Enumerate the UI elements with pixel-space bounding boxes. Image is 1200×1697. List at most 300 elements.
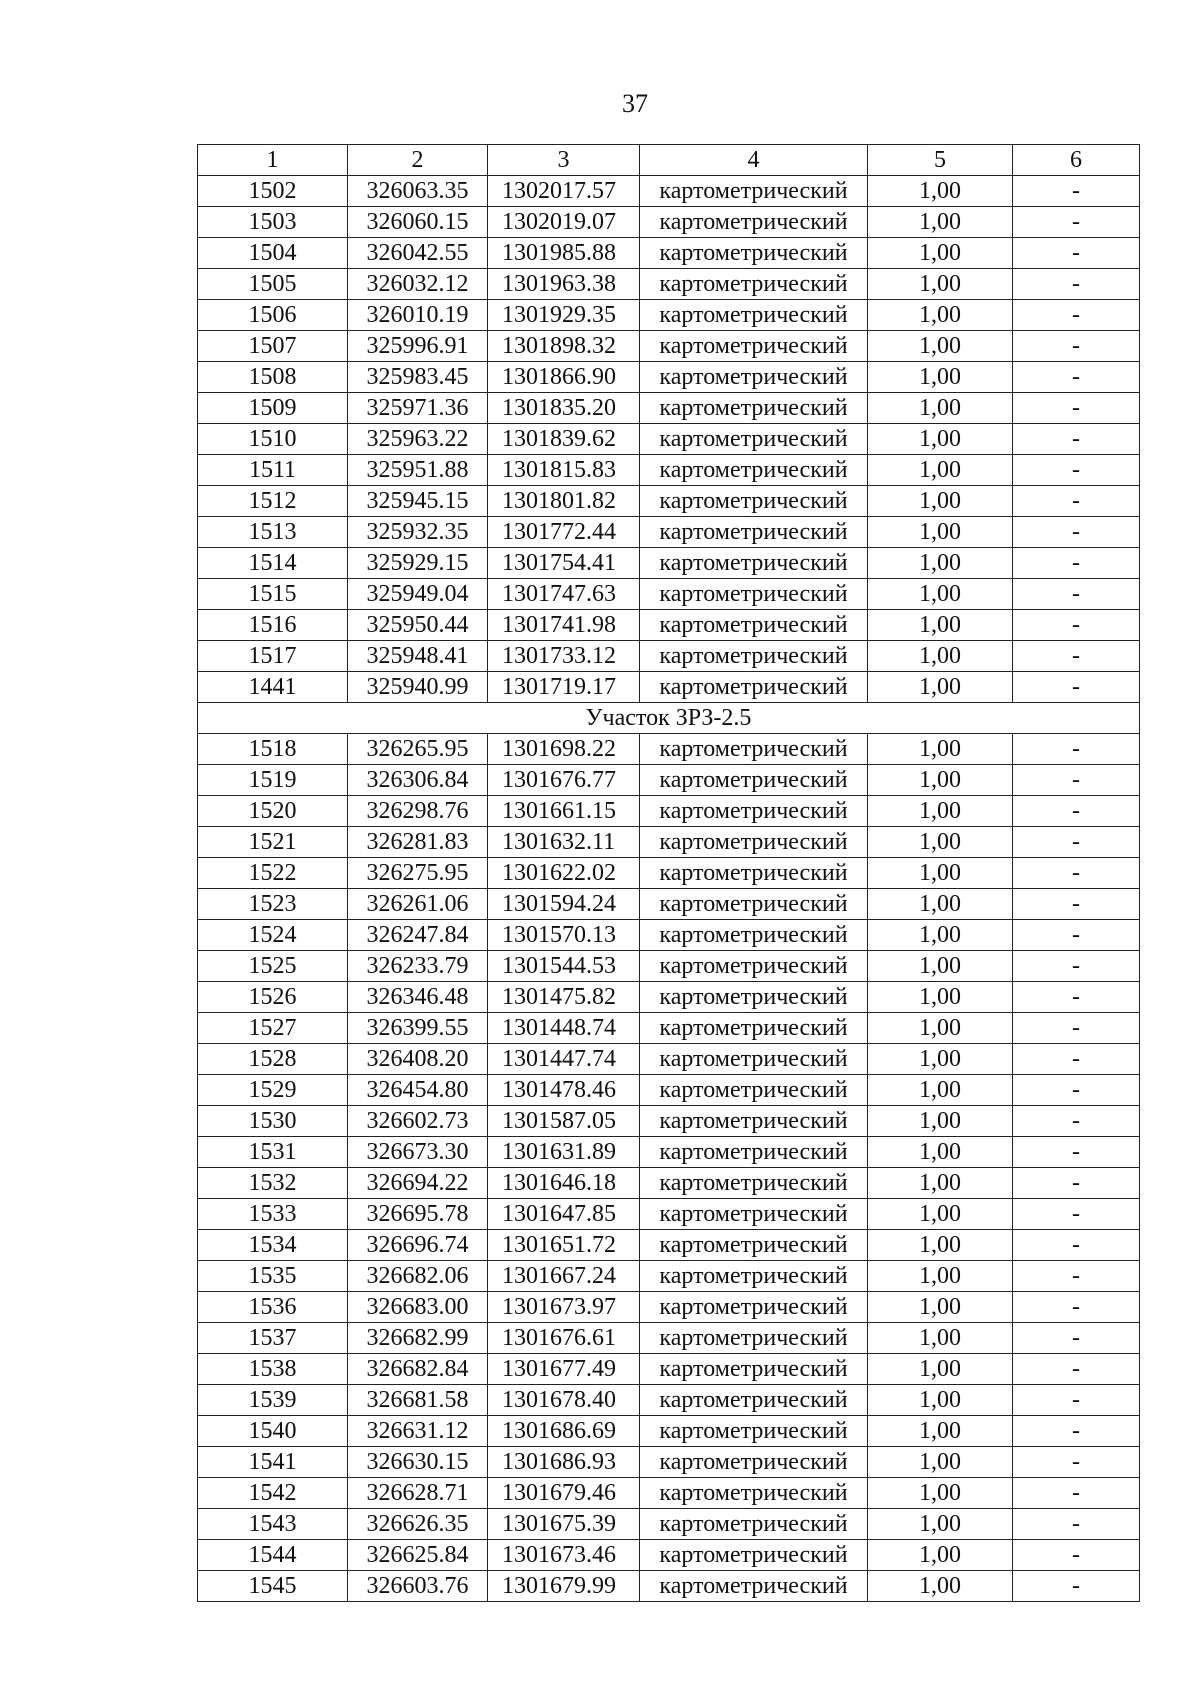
- table-row: [198, 920, 1140, 951]
- x-coordinate-cell: 325963.22: [348, 424, 488, 455]
- point-number-cell: 1529: [198, 1075, 348, 1106]
- accuracy-cell: 1,00: [868, 517, 1013, 548]
- x-coordinate-cell: 326626.35: [348, 1509, 488, 1540]
- x-coordinate-cell: 326265.95: [348, 734, 488, 765]
- table-row: [198, 1354, 1140, 1385]
- note-cell: -: [1013, 1106, 1140, 1137]
- method-cell: картометрический: [640, 1509, 868, 1540]
- accuracy-cell: 1,00: [868, 1416, 1013, 1447]
- x-coordinate-cell: 325940.99: [348, 672, 488, 703]
- method-cell: картометрический: [640, 1416, 868, 1447]
- y-coordinate-cell: 1301676.77: [488, 765, 640, 796]
- table-row: [198, 1292, 1140, 1323]
- note-cell: -: [1013, 393, 1140, 424]
- table-row: [198, 579, 1140, 610]
- method-cell: картометрический: [640, 207, 868, 238]
- point-number-cell: 1520: [198, 796, 348, 827]
- accuracy-cell: 1,00: [868, 424, 1013, 455]
- table-row: [198, 1323, 1140, 1354]
- point-number-cell: 1541: [198, 1447, 348, 1478]
- note-cell: -: [1013, 920, 1140, 951]
- point-number-cell: 1518: [198, 734, 348, 765]
- x-coordinate-cell: 325983.45: [348, 362, 488, 393]
- y-coordinate-cell: 1301475.82: [488, 982, 640, 1013]
- table-row: [198, 1478, 1140, 1509]
- note-cell: -: [1013, 331, 1140, 362]
- table-row: [198, 641, 1140, 672]
- method-cell: картометрический: [640, 982, 868, 1013]
- y-coordinate-cell: 1301835.20: [488, 393, 640, 424]
- note-cell: -: [1013, 238, 1140, 269]
- table-row: [198, 331, 1140, 362]
- accuracy-cell: 1,00: [868, 486, 1013, 517]
- note-cell: -: [1013, 796, 1140, 827]
- point-number-cell: 1512: [198, 486, 348, 517]
- point-number-cell: 1539: [198, 1385, 348, 1416]
- point-number-cell: 1516: [198, 610, 348, 641]
- table-row: [198, 1261, 1140, 1292]
- method-cell: картометрический: [640, 424, 868, 455]
- x-coordinate-cell: 326233.79: [348, 951, 488, 982]
- note-cell: -: [1013, 765, 1140, 796]
- point-number-cell: 1515: [198, 579, 348, 610]
- method-cell: картометрический: [640, 486, 868, 517]
- x-coordinate-cell: 326682.84: [348, 1354, 488, 1385]
- point-number-cell: 1533: [198, 1199, 348, 1230]
- table-row: [198, 1044, 1140, 1075]
- method-cell: картометрический: [640, 734, 868, 765]
- note-cell: -: [1013, 1199, 1140, 1230]
- y-coordinate-cell: 1301646.18: [488, 1168, 640, 1199]
- x-coordinate-cell: 325951.88: [348, 455, 488, 486]
- table-row: [198, 1540, 1140, 1571]
- method-cell: картометрический: [640, 1199, 868, 1230]
- y-coordinate-cell: 1301679.99: [488, 1571, 640, 1602]
- method-cell: картометрический: [640, 1106, 868, 1137]
- method-cell: картометрический: [640, 1354, 868, 1385]
- point-number-cell: 1508: [198, 362, 348, 393]
- accuracy-cell: 1,00: [868, 1013, 1013, 1044]
- note-cell: -: [1013, 579, 1140, 610]
- column-header: 5: [868, 145, 1013, 176]
- point-number-cell: 1504: [198, 238, 348, 269]
- accuracy-cell: 1,00: [868, 796, 1013, 827]
- y-coordinate-cell: 1301673.46: [488, 1540, 640, 1571]
- y-coordinate-cell: 1301587.05: [488, 1106, 640, 1137]
- method-cell: картометрический: [640, 796, 868, 827]
- note-cell: -: [1013, 889, 1140, 920]
- y-coordinate-cell: 1301673.97: [488, 1292, 640, 1323]
- note-cell: -: [1013, 982, 1140, 1013]
- x-coordinate-cell: 325948.41: [348, 641, 488, 672]
- x-coordinate-cell: 326399.55: [348, 1013, 488, 1044]
- accuracy-cell: 1,00: [868, 455, 1013, 486]
- table-row: [198, 517, 1140, 548]
- note-cell: -: [1013, 858, 1140, 889]
- point-number-cell: 1543: [198, 1509, 348, 1540]
- point-number-cell: 1517: [198, 641, 348, 672]
- method-cell: картометрический: [640, 641, 868, 672]
- point-number-cell: 1441: [198, 672, 348, 703]
- y-coordinate-cell: 1301651.72: [488, 1230, 640, 1261]
- y-coordinate-cell: 1302017.57: [488, 176, 640, 207]
- note-cell: -: [1013, 300, 1140, 331]
- method-cell: картометрический: [640, 579, 868, 610]
- point-number-cell: 1542: [198, 1478, 348, 1509]
- point-number-cell: 1531: [198, 1137, 348, 1168]
- point-number-cell: 1537: [198, 1323, 348, 1354]
- table-row: [198, 238, 1140, 269]
- note-cell: -: [1013, 641, 1140, 672]
- point-number-cell: 1507: [198, 331, 348, 362]
- note-cell: -: [1013, 1540, 1140, 1571]
- accuracy-cell: 1,00: [868, 300, 1013, 331]
- point-number-cell: 1513: [198, 517, 348, 548]
- y-coordinate-cell: 1301632.11: [488, 827, 640, 858]
- table-row: [198, 982, 1140, 1013]
- method-cell: картометрический: [640, 827, 868, 858]
- column-header: 2: [348, 145, 488, 176]
- x-coordinate-cell: 326683.00: [348, 1292, 488, 1323]
- table-row: [198, 269, 1140, 300]
- y-coordinate-cell: 1301675.39: [488, 1509, 640, 1540]
- accuracy-cell: 1,00: [868, 672, 1013, 703]
- x-coordinate-cell: 326042.55: [348, 238, 488, 269]
- note-cell: -: [1013, 486, 1140, 517]
- accuracy-cell: 1,00: [868, 1199, 1013, 1230]
- method-cell: картометрический: [640, 889, 868, 920]
- accuracy-cell: 1,00: [868, 827, 1013, 858]
- x-coordinate-cell: 326682.06: [348, 1261, 488, 1292]
- x-coordinate-cell: 326275.95: [348, 858, 488, 889]
- x-coordinate-cell: 325996.91: [348, 331, 488, 362]
- accuracy-cell: 1,00: [868, 362, 1013, 393]
- x-coordinate-cell: 326631.12: [348, 1416, 488, 1447]
- table-row: [198, 300, 1140, 331]
- method-cell: картометрический: [640, 176, 868, 207]
- y-coordinate-cell: 1301594.24: [488, 889, 640, 920]
- table-row: [198, 889, 1140, 920]
- method-cell: картометрический: [640, 951, 868, 982]
- accuracy-cell: 1,00: [868, 920, 1013, 951]
- x-coordinate-cell: 326032.12: [348, 269, 488, 300]
- accuracy-cell: 1,00: [868, 1385, 1013, 1416]
- point-number-cell: 1538: [198, 1354, 348, 1385]
- x-coordinate-cell: 326063.35: [348, 176, 488, 207]
- point-number-cell: 1509: [198, 393, 348, 424]
- note-cell: -: [1013, 610, 1140, 641]
- note-cell: -: [1013, 548, 1140, 579]
- table-row: [198, 672, 1140, 703]
- note-cell: -: [1013, 1013, 1140, 1044]
- method-cell: картометрический: [640, 1385, 868, 1416]
- table-row: [198, 1168, 1140, 1199]
- y-coordinate-cell: 1301679.46: [488, 1478, 640, 1509]
- point-number-cell: 1502: [198, 176, 348, 207]
- table-row: [198, 1447, 1140, 1478]
- x-coordinate-cell: 325929.15: [348, 548, 488, 579]
- table-row: [198, 734, 1140, 765]
- note-cell: -: [1013, 1478, 1140, 1509]
- table-row: [198, 1075, 1140, 1106]
- y-coordinate-cell: 1301570.13: [488, 920, 640, 951]
- point-number-cell: 1511: [198, 455, 348, 486]
- method-cell: картометрический: [640, 548, 868, 579]
- table-row: [198, 548, 1140, 579]
- note-cell: -: [1013, 1230, 1140, 1261]
- table-row: [198, 1385, 1140, 1416]
- note-cell: -: [1013, 1137, 1140, 1168]
- accuracy-cell: 1,00: [868, 176, 1013, 207]
- table-row: [198, 207, 1140, 238]
- method-cell: картометрический: [640, 362, 868, 393]
- point-number-cell: 1510: [198, 424, 348, 455]
- point-number-cell: 1523: [198, 889, 348, 920]
- x-coordinate-cell: 326306.84: [348, 765, 488, 796]
- y-coordinate-cell: 1301631.89: [488, 1137, 640, 1168]
- point-number-cell: 1534: [198, 1230, 348, 1261]
- table-row: [198, 765, 1140, 796]
- accuracy-cell: 1,00: [868, 238, 1013, 269]
- table-row: [198, 858, 1140, 889]
- table-row: [198, 1230, 1140, 1261]
- table-row: [198, 1571, 1140, 1602]
- accuracy-cell: 1,00: [868, 1168, 1013, 1199]
- note-cell: -: [1013, 1416, 1140, 1447]
- method-cell: картометрический: [640, 1044, 868, 1075]
- y-coordinate-cell: 1301839.62: [488, 424, 640, 455]
- column-header: 4: [640, 145, 868, 176]
- method-cell: картометрический: [640, 1292, 868, 1323]
- table-row: [198, 393, 1140, 424]
- method-cell: картометрический: [640, 1571, 868, 1602]
- note-cell: -: [1013, 424, 1140, 455]
- table-row: [198, 951, 1140, 982]
- y-coordinate-cell: 1301929.35: [488, 300, 640, 331]
- note-cell: -: [1013, 362, 1140, 393]
- x-coordinate-cell: 325949.04: [348, 579, 488, 610]
- point-number-cell: 1506: [198, 300, 348, 331]
- point-number-cell: 1505: [198, 269, 348, 300]
- point-number-cell: 1525: [198, 951, 348, 982]
- method-cell: картометрический: [640, 300, 868, 331]
- y-coordinate-cell: 1301667.24: [488, 1261, 640, 1292]
- method-cell: картометрический: [640, 517, 868, 548]
- method-cell: картометрический: [640, 920, 868, 951]
- y-coordinate-cell: 1301719.17: [488, 672, 640, 703]
- method-cell: картометрический: [640, 238, 868, 269]
- y-coordinate-cell: 1301898.32: [488, 331, 640, 362]
- note-cell: -: [1013, 1044, 1140, 1075]
- table-row: [198, 796, 1140, 827]
- accuracy-cell: 1,00: [868, 1044, 1013, 1075]
- table-row: [198, 486, 1140, 517]
- x-coordinate-cell: 326408.20: [348, 1044, 488, 1075]
- x-coordinate-cell: 326696.74: [348, 1230, 488, 1261]
- x-coordinate-cell: 326261.06: [348, 889, 488, 920]
- x-coordinate-cell: 326346.48: [348, 982, 488, 1013]
- note-cell: -: [1013, 269, 1140, 300]
- note-cell: -: [1013, 517, 1140, 548]
- accuracy-cell: 1,00: [868, 1106, 1013, 1137]
- section-title: Участок ЗРЗ-2.5: [198, 703, 1140, 734]
- x-coordinate-cell: 326602.73: [348, 1106, 488, 1137]
- accuracy-cell: 1,00: [868, 393, 1013, 424]
- note-cell: -: [1013, 1075, 1140, 1106]
- point-number-cell: 1528: [198, 1044, 348, 1075]
- x-coordinate-cell: 325945.15: [348, 486, 488, 517]
- accuracy-cell: 1,00: [868, 1323, 1013, 1354]
- x-coordinate-cell: 326673.30: [348, 1137, 488, 1168]
- accuracy-cell: 1,00: [868, 641, 1013, 672]
- point-number-cell: 1522: [198, 858, 348, 889]
- method-cell: картометрический: [640, 610, 868, 641]
- method-cell: картометрический: [640, 455, 868, 486]
- accuracy-cell: 1,00: [868, 1292, 1013, 1323]
- table-row: [198, 176, 1140, 207]
- point-number-cell: 1536: [198, 1292, 348, 1323]
- x-coordinate-cell: 326060.15: [348, 207, 488, 238]
- method-cell: картометрический: [640, 765, 868, 796]
- note-cell: -: [1013, 734, 1140, 765]
- point-number-cell: 1544: [198, 1540, 348, 1571]
- y-coordinate-cell: 1301661.15: [488, 796, 640, 827]
- page-number: 37: [622, 89, 648, 118]
- point-number-cell: 1540: [198, 1416, 348, 1447]
- table-row: [198, 1416, 1140, 1447]
- y-coordinate-cell: 1301447.74: [488, 1044, 640, 1075]
- note-cell: -: [1013, 1571, 1140, 1602]
- accuracy-cell: 1,00: [868, 1354, 1013, 1385]
- table-row: [198, 1106, 1140, 1137]
- y-coordinate-cell: 1301747.63: [488, 579, 640, 610]
- y-coordinate-cell: 1301678.40: [488, 1385, 640, 1416]
- y-coordinate-cell: 1301741.98: [488, 610, 640, 641]
- point-number-cell: 1535: [198, 1261, 348, 1292]
- x-coordinate-cell: 325950.44: [348, 610, 488, 641]
- note-cell: -: [1013, 1385, 1140, 1416]
- table-row: [198, 1199, 1140, 1230]
- accuracy-cell: 1,00: [868, 1230, 1013, 1261]
- point-number-cell: 1545: [198, 1571, 348, 1602]
- y-coordinate-cell: 1301676.61: [488, 1323, 640, 1354]
- x-coordinate-cell: 326694.22: [348, 1168, 488, 1199]
- x-coordinate-cell: 326298.76: [348, 796, 488, 827]
- table-row: [198, 1137, 1140, 1168]
- note-cell: -: [1013, 1261, 1140, 1292]
- y-coordinate-cell: 1301866.90: [488, 362, 640, 393]
- method-cell: картометрический: [640, 1230, 868, 1261]
- column-header: 1: [198, 145, 348, 176]
- x-coordinate-cell: 326628.71: [348, 1478, 488, 1509]
- x-coordinate-cell: 325932.35: [348, 517, 488, 548]
- method-cell: картометрический: [640, 1013, 868, 1044]
- point-number-cell: 1503: [198, 207, 348, 238]
- table-row: [198, 1509, 1140, 1540]
- y-coordinate-cell: 1301448.74: [488, 1013, 640, 1044]
- x-coordinate-cell: 326682.99: [348, 1323, 488, 1354]
- note-cell: -: [1013, 1168, 1140, 1199]
- y-coordinate-cell: 1301622.02: [488, 858, 640, 889]
- y-coordinate-cell: 1302019.07: [488, 207, 640, 238]
- accuracy-cell: 1,00: [868, 1075, 1013, 1106]
- y-coordinate-cell: 1301544.53: [488, 951, 640, 982]
- note-cell: -: [1013, 1354, 1140, 1385]
- note-cell: -: [1013, 1509, 1140, 1540]
- table-row: [198, 1013, 1140, 1044]
- x-coordinate-cell: 326695.78: [348, 1199, 488, 1230]
- y-coordinate-cell: 1301772.44: [488, 517, 640, 548]
- note-cell: -: [1013, 1447, 1140, 1478]
- point-number-cell: 1532: [198, 1168, 348, 1199]
- accuracy-cell: 1,00: [868, 765, 1013, 796]
- accuracy-cell: 1,00: [868, 610, 1013, 641]
- note-cell: -: [1013, 1323, 1140, 1354]
- method-cell: картометрический: [640, 1478, 868, 1509]
- point-number-cell: 1519: [198, 765, 348, 796]
- y-coordinate-cell: 1301754.41: [488, 548, 640, 579]
- accuracy-cell: 1,00: [868, 548, 1013, 579]
- x-coordinate-cell: 326454.80: [348, 1075, 488, 1106]
- accuracy-cell: 1,00: [868, 1571, 1013, 1602]
- accuracy-cell: 1,00: [868, 982, 1013, 1013]
- x-coordinate-cell: 326603.76: [348, 1571, 488, 1602]
- method-cell: картометрический: [640, 858, 868, 889]
- accuracy-cell: 1,00: [868, 1540, 1013, 1571]
- method-cell: картометрический: [640, 269, 868, 300]
- accuracy-cell: 1,00: [868, 734, 1013, 765]
- note-cell: -: [1013, 455, 1140, 486]
- point-number-cell: 1527: [198, 1013, 348, 1044]
- accuracy-cell: 1,00: [868, 1478, 1013, 1509]
- note-cell: -: [1013, 827, 1140, 858]
- table-body: [198, 145, 1140, 1602]
- point-number-cell: 1514: [198, 548, 348, 579]
- method-cell: картометрический: [640, 1168, 868, 1199]
- column-header: 3: [488, 145, 640, 176]
- accuracy-cell: 1,00: [868, 331, 1013, 362]
- y-coordinate-cell: 1301686.93: [488, 1447, 640, 1478]
- table-row: [198, 424, 1140, 455]
- point-number-cell: 1530: [198, 1106, 348, 1137]
- accuracy-cell: 1,00: [868, 858, 1013, 889]
- method-cell: картометрический: [640, 1137, 868, 1168]
- accuracy-cell: 1,00: [868, 579, 1013, 610]
- method-cell: картометрический: [640, 331, 868, 362]
- note-cell: -: [1013, 207, 1140, 238]
- note-cell: -: [1013, 672, 1140, 703]
- y-coordinate-cell: 1301815.83: [488, 455, 640, 486]
- coordinates-table: [197, 144, 1140, 1602]
- x-coordinate-cell: 326681.58: [348, 1385, 488, 1416]
- accuracy-cell: 1,00: [868, 1261, 1013, 1292]
- table-row: [198, 827, 1140, 858]
- accuracy-cell: 1,00: [868, 1137, 1013, 1168]
- y-coordinate-cell: 1301686.69: [488, 1416, 640, 1447]
- y-coordinate-cell: 1301478.46: [488, 1075, 640, 1106]
- point-number-cell: 1526: [198, 982, 348, 1013]
- method-cell: картометрический: [640, 1540, 868, 1571]
- method-cell: картометрический: [640, 1323, 868, 1354]
- y-coordinate-cell: 1301647.85: [488, 1199, 640, 1230]
- method-cell: картометрический: [640, 1075, 868, 1106]
- x-coordinate-cell: 326630.15: [348, 1447, 488, 1478]
- method-cell: картометрический: [640, 1447, 868, 1478]
- point-number-cell: 1521: [198, 827, 348, 858]
- accuracy-cell: 1,00: [868, 1509, 1013, 1540]
- method-cell: картометрический: [640, 672, 868, 703]
- y-coordinate-cell: 1301677.49: [488, 1354, 640, 1385]
